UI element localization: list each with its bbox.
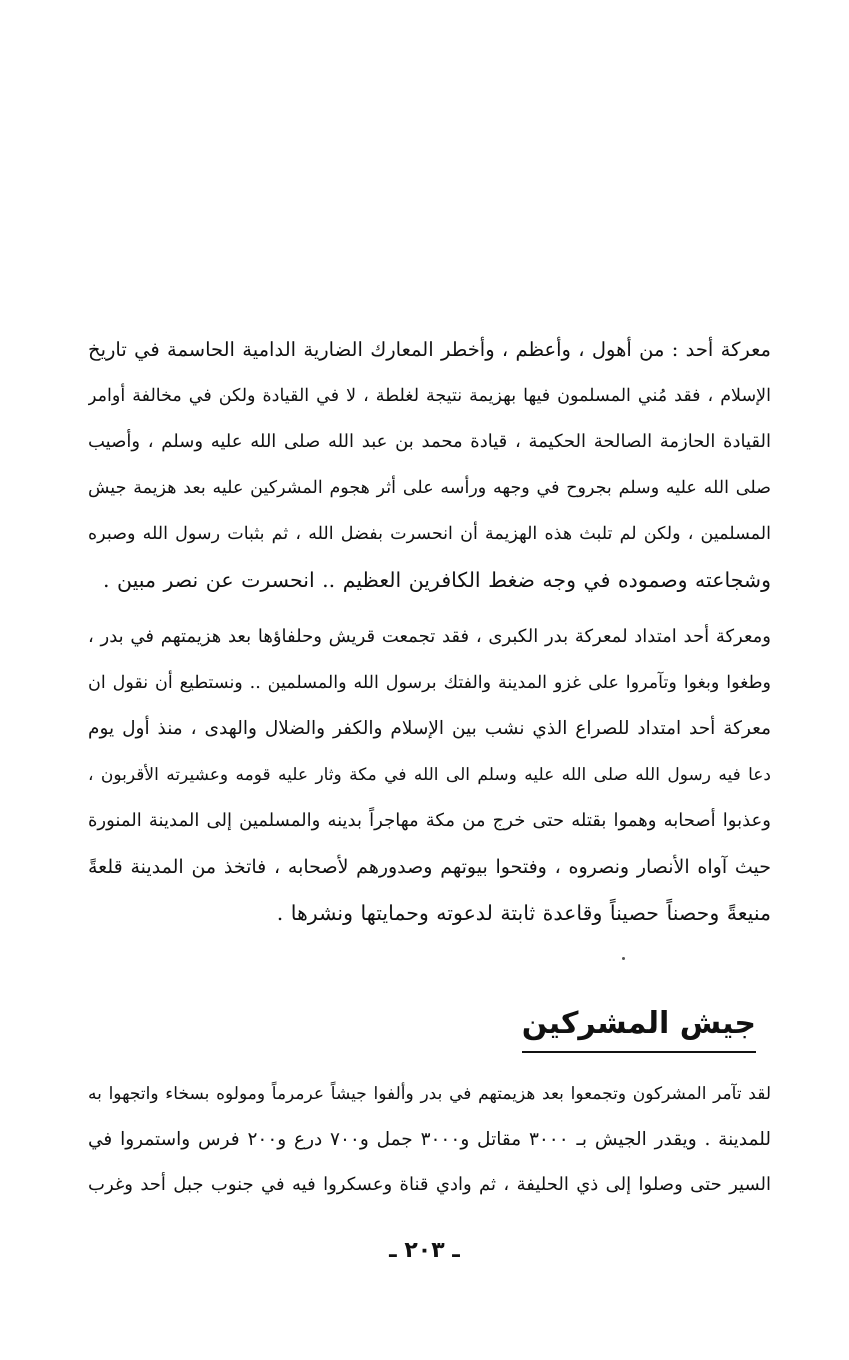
- text-line: حيث آواه الأنصار ونصروه ، وفتحوا بيوتهم وصدورهم لأصحابه ، فاتخذ من المدينة قلعةً: [88, 856, 771, 878]
- text-line: القيادة الحازمة الصالحة الحكيمة ، قيادة محمد بن عبد الله صلى الله عليه وسلم ، وأصيب: [88, 431, 771, 452]
- text-line: وطغوا وبغوا وتآمروا على غزو المدينة والفتك برسول الله والمسلمين .. ونستطيع أن نقول ان: [88, 673, 771, 693]
- paragraph-extension-of-badr: [88, 614, 771, 936]
- text-line: لقد تآمر المشركون وتجمعوا بعد هزيمتهم في بدر وألفوا جيشاً عرمرماً ومولوه بسخاء واتجهوا به: [88, 1084, 771, 1104]
- text-line: منيعةً وحصناً حصيناً وقاعدة ثابتة لدعوته وحمايتها ونشرها .: [276, 901, 771, 925]
- text-line: المسلمين ، ولكن لم تلبث هذه الهزيمة أن انحسرت بفضل الله ، ثم بثبات رسول الله وصبره: [88, 524, 771, 544]
- text-line: وشجاعته وصموده في وجه ضغط الكافرين العظيم .. انحسرت عن نصر مبين .: [102, 568, 771, 592]
- text-line: وعذبوا أصحابه وهموا بقتله حتى خرج من مكة مهاجراً بدينه والمسلمين إلى المدينة المنورة: [88, 810, 771, 831]
- text-line: دعا فيه رسول الله صلى الله عليه وسلم الى الله في مكة وثار عليه قومه وعشيرته الأقربون ،: [88, 765, 771, 785]
- text-line: السير حتى وصلوا إلى ذي الحليفة ، ثم وادي قناة وعسكروا فيه في جنوب جبل أحد وغرب: [88, 1174, 771, 1195]
- text-line: الإسلام ، فقد مُني المسلمون فيها بهزيمة نتيجة لغلطة ، لا في القيادة ولكن في مخالفة أوامر: [88, 386, 771, 406]
- text-line: معركة أحد : من أهول ، وأعظم ، وأخطر المعارك الضارية الدامية الحاسمة في تاريخ: [88, 338, 771, 361]
- page-number: ـ ٢٠٣ ـ: [389, 1238, 460, 1263]
- section-heading: جيش المشركين: [522, 1003, 756, 1053]
- paragraph-battle-of-uhud: [88, 327, 771, 603]
- text-line: صلى الله عليه وسلم بجروح في وجهه ورأسه على أثر هجوم المشركين عليه بعد هزيمة جيش: [88, 478, 771, 498]
- paragraph-polytheist-army: [88, 1072, 771, 1207]
- text-line: للمدينة . ويقدر الجيش بـ ٣٠٠٠ مقاتل و٣٠٠٠ جمل و٧٠٠ درع و٢٠٠ فرس واستمروا في: [88, 1129, 771, 1150]
- stray-mark: [622, 957, 625, 960]
- text-line: معركة أحد امتداد للصراع الذي نشب بين الإسلام والكفر والضلال والهدى ، منذ أول يوم: [88, 718, 771, 739]
- text-line: ومعركة أحد امتداد لمعركة بدر الكبرى ، فقد تجمعت قريش وحلفاؤها بعد هزيمتهم في بدر ،: [88, 626, 771, 647]
